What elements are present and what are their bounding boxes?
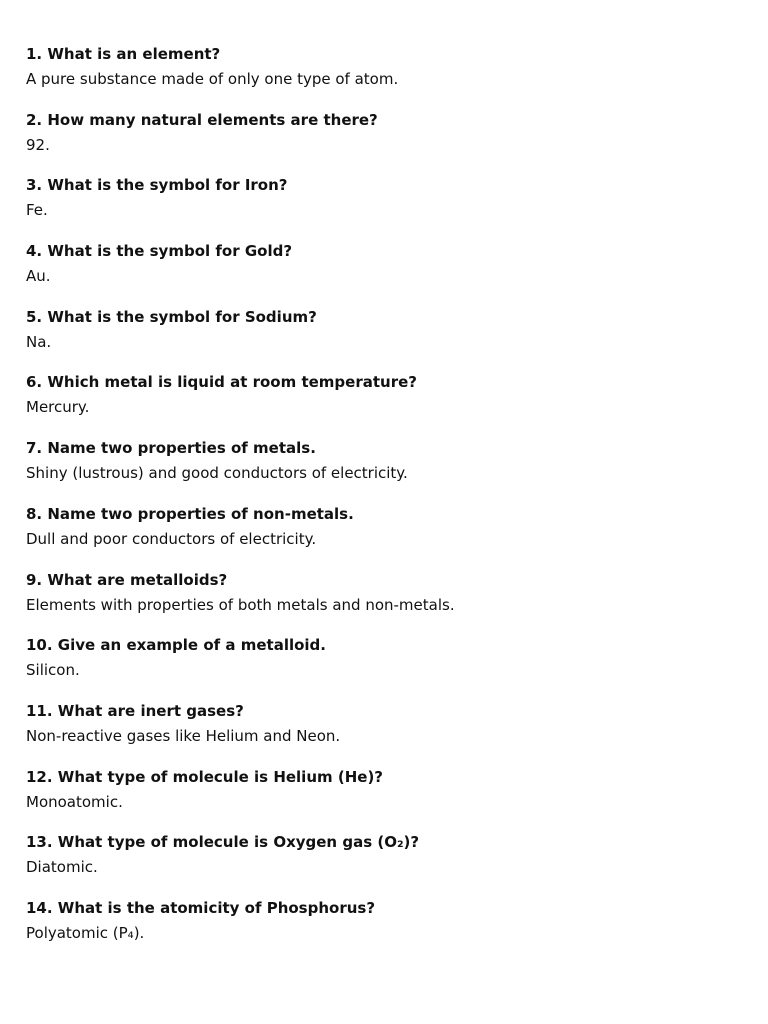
question-8: 8. Name two properties of non-metals. [26, 504, 354, 523]
qa-item-4 [26, 241, 746, 307]
answer-14: Polyatomic (P₄). [26, 923, 145, 942]
qa-item-5 [26, 307, 746, 373]
question-2: 2. How many natural elements are there? [26, 110, 378, 129]
question-6: 6. Which metal is liquid at room temperature? [26, 373, 417, 392]
question-5: 5. What is the symbol for Sodium? [26, 307, 317, 326]
answer-4: Au. [26, 267, 51, 286]
answer-11: Non-reactive gases like Helium and Neon. [26, 726, 341, 745]
question-13: 13. What type of molecule is Oxygen gas (O₂)? [26, 833, 420, 852]
question-11: 11. What are inert gases? [26, 701, 244, 720]
qa-list [26, 44, 746, 964]
answer-6: Mercury. [26, 398, 90, 417]
question-9: 9. What are metalloids? [26, 570, 228, 589]
question-12: 12. What type of molecule is Helium (He)? [26, 767, 383, 786]
qa-item-6 [26, 372, 746, 438]
qa-item-10 [26, 635, 746, 701]
qa-item-7 [26, 438, 746, 504]
question-10: 10. Give an example of a metalloid. [26, 636, 326, 655]
qa-item-3 [26, 175, 746, 241]
qa-item-13 [26, 832, 746, 898]
qa-item-12 [26, 767, 746, 833]
qa-item-2 [26, 110, 746, 176]
answer-12: Monoatomic. [26, 792, 123, 811]
question-4: 4. What is the symbol for Gold? [26, 242, 293, 261]
qa-item-14 [26, 898, 746, 964]
answer-1: A pure substance made of only one type of atom. [26, 70, 399, 88]
answer-8: Dull and poor conductors of electricity. [26, 529, 317, 548]
answer-3: Fe. [26, 201, 48, 220]
answer-5: Na. [26, 332, 52, 351]
qa-item-8 [26, 504, 746, 570]
answer-10: Silicon. [26, 661, 80, 680]
question-1: 1. What is an element? [26, 45, 221, 63]
question-3: 3. What is the symbol for Iron? [26, 176, 288, 195]
qa-item-1 [26, 44, 746, 110]
question-7: 7. Name two properties of metals. [26, 439, 316, 458]
answer-7: Shiny (lustrous) and good conductors of electricity. [26, 464, 408, 483]
qa-item-11 [26, 701, 746, 767]
qa-item-9 [26, 570, 746, 636]
question-14: 14. What is the atomicity of Phosphorus? [26, 898, 376, 917]
answer-2: 92. [26, 135, 50, 154]
answer-13: Diatomic. [26, 858, 98, 877]
answer-9: Elements with properties of both metals and non-metals. [26, 595, 455, 614]
